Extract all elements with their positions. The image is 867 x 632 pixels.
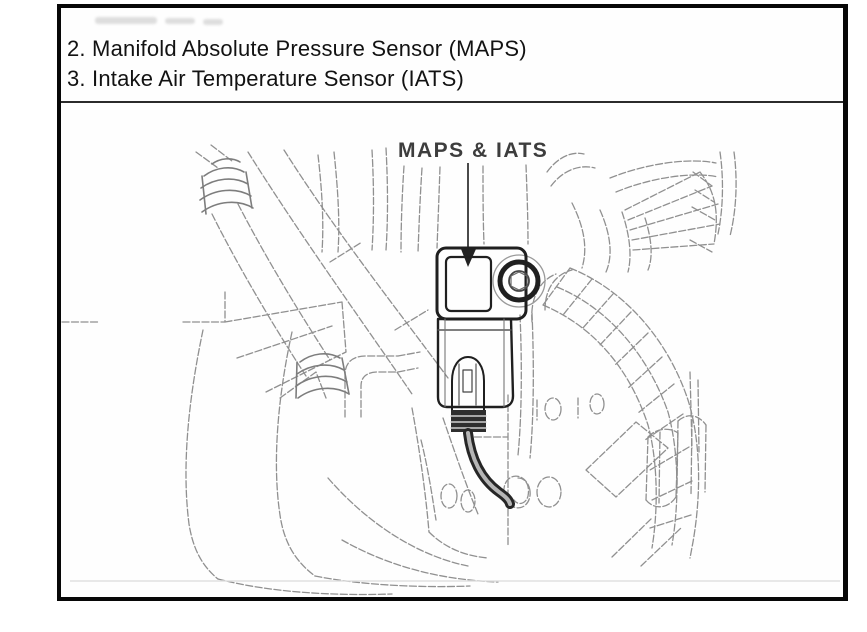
engine-line-art — [62, 145, 736, 594]
legend-item-maps: 2. Manifold Absolute Pressure Sensor (MAPS) — [67, 36, 527, 61]
figure-area — [61, 105, 843, 597]
engine-diagram — [61, 105, 843, 597]
legend-item-iats: 3. Intake Air Temperature Sensor (IATS) — [67, 66, 465, 91]
maps-iats-sensor — [437, 248, 545, 432]
figure-frame — [57, 4, 848, 601]
callout-label: MAPS & IATS — [398, 139, 549, 162]
legend-block — [61, 8, 843, 103]
sensor-wire — [468, 433, 510, 504]
